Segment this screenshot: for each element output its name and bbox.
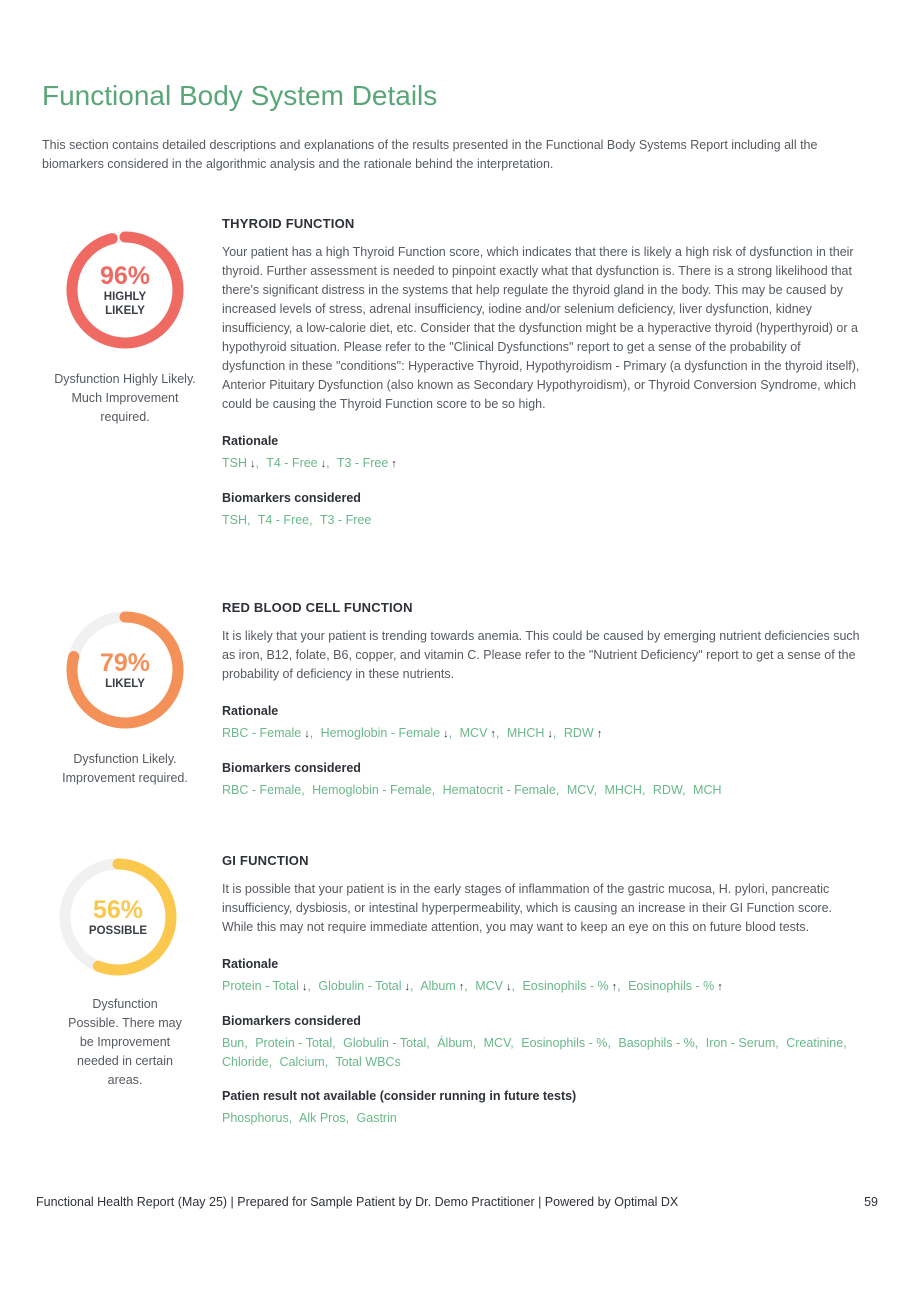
marker-name: Álbum	[437, 1036, 473, 1050]
unavailable-list	[222, 1109, 862, 1128]
arrow-down-icon: ↓	[301, 981, 308, 993]
score-gauge	[61, 226, 189, 354]
rationale-item	[222, 456, 256, 470]
biomarkers-list	[222, 511, 862, 530]
list-separator: ,	[326, 456, 330, 470]
marker-name: Eosinophils - %	[522, 979, 609, 993]
arrow-up-icon: ↑	[717, 981, 723, 993]
section-description: It is possible that your patient is in the early stages of inflammation of the gastric mucosa, H. pylori, pancreatic insufficiency, dysbiosis, or intestinal hyperpermeability, which is causing an increase in their GI Function score. While this may not require immediate attention, you may want to keep an eye on this on future blood tests.	[222, 882, 833, 934]
list-separator: ,	[472, 1036, 477, 1050]
section-title: RED BLOOD CELL FUNCTION	[222, 600, 413, 615]
rationale-item	[222, 979, 307, 993]
marker-name: MHCH	[604, 783, 642, 797]
rationale-item	[318, 979, 410, 993]
biomarker-item	[335, 1055, 400, 1069]
marker-name: Calcium	[279, 1055, 325, 1069]
list-separator: ,	[552, 726, 557, 740]
biomarkers-heading: Biomarkers considered	[222, 1014, 361, 1028]
list-separator: ,	[268, 1055, 273, 1069]
rationale-item	[460, 726, 496, 740]
biomarkers-list	[222, 1034, 862, 1072]
arrow-up-icon: ↑	[391, 458, 397, 470]
biomarker-item	[258, 513, 309, 527]
list-separator: ,	[345, 1111, 350, 1125]
biomarker-item	[280, 1055, 325, 1069]
arrow-down-icon: ↓	[304, 728, 310, 740]
section-description: It is likely that your patient is trending towards anemia. This could be caused by emerging nutrient deficiencies such as iron, B12, folate, B6, copper, and vitamin C. Please refer to the "Nutrient Deficiency" report to get a sense of the probability of deficiency in these nutrients.	[222, 629, 860, 681]
marker-name: RDW	[563, 726, 594, 740]
marker-name: Album	[420, 979, 456, 993]
marker-name: RBC - Female	[222, 726, 302, 740]
arrow-up-icon: ↑	[611, 981, 618, 993]
marker-name: Bun	[222, 1036, 245, 1050]
biomarker-item	[693, 783, 721, 797]
section-title: GI FUNCTION	[222, 853, 309, 868]
marker-name: MCV	[475, 979, 503, 993]
section-title: THYROID FUNCTION	[222, 216, 355, 231]
rationale-item	[420, 979, 464, 993]
rationale-item	[321, 726, 449, 740]
list-separator: ,	[244, 1036, 248, 1050]
rationale-heading: Rationale	[222, 434, 279, 448]
marker-name: T3 - Free	[319, 513, 372, 527]
marker-name: Basophils - %	[618, 1036, 695, 1050]
list-separator: ,	[247, 513, 251, 527]
list-separator: ,	[431, 783, 436, 797]
biomarker-item	[320, 513, 371, 527]
marker-name: TSH	[222, 513, 247, 527]
gauge-caption: Dysfunction Likely. Improvement required.	[62, 752, 188, 785]
gauge-caption: Dysfunction Highly Likely. Much Improvement required.	[54, 372, 196, 424]
arrow-down-icon: ↓	[443, 728, 449, 740]
rationale-item	[222, 726, 310, 740]
rationale-list	[222, 977, 862, 997]
unavailable-heading: Patien result not available (consider running in future tests)	[222, 1089, 577, 1103]
rationale-item	[337, 456, 397, 470]
biomarker-item	[222, 783, 301, 797]
arrow-down-icon: ↓	[404, 981, 411, 993]
biomarker-item	[222, 1111, 289, 1125]
score-level: LIKELY	[105, 677, 145, 690]
score-percent: 96%	[99, 261, 151, 290]
marker-name: Eosinophils - %	[628, 979, 715, 993]
marker-name: T3 - Free	[336, 456, 389, 470]
list-separator: ,	[307, 979, 311, 993]
arrow-down-icon: ↓	[250, 458, 256, 470]
rationale-item	[564, 726, 602, 740]
marker-name: Creatinine	[786, 1036, 844, 1050]
biomarker-item	[653, 783, 682, 797]
marker-name: TSH	[222, 456, 247, 470]
page-title: Functional Body System Details	[42, 80, 438, 111]
section-description: Your patient has a high Thyroid Function score, which indicates that there is likely a high risk of dysfunction in their thyroid. Further assessment is needed to pinpoint exactly what that dysfunction is. There is a strong likelihood that there's significant distress in the systems that help regulate the thyroid gland in the body. This may be caused by increased levels of stress, adrenal insufficiency, iodine and/or selenium deficiency, liver dysfunction, kidney insufficiency, a low-calorie diet, etc. Consider that the dysfunction might be a hyperactive thyroid (hyperthyroid) or a hypothyroid situation. Please refer to the "Clinical Dysfunctions" report to get a sense of the probability of dysfunction in these "conditions": Hyperactive Thyroid, Hypothyroidism - Primary (a dysfunction in the thyroid itself), Anterior Pituitary Dysfunction (also known as Secondary Hypothyroidism), or Thyroid Conversion Syndrome, which could be causing the Thyroid Function score to be so high.	[222, 245, 860, 411]
rationale-heading: Rationale	[222, 704, 279, 718]
marker-name: T4 - Free	[266, 456, 318, 470]
score-gauge	[61, 606, 189, 734]
biomarker-item	[706, 1036, 775, 1050]
marker-name: Phosphorus	[222, 1111, 289, 1125]
marker-name: Protein - Total	[222, 979, 299, 993]
page-number: 59	[864, 1195, 878, 1209]
biomarker-item	[299, 1111, 346, 1125]
arrow-down-icon: ↓	[320, 458, 327, 470]
marker-name: Globulin - Total	[318, 979, 402, 993]
list-separator: ,	[555, 783, 560, 797]
score-percent: 79%	[99, 648, 151, 677]
biomarker-item	[222, 1055, 269, 1069]
marker-name: T4 - Free	[257, 513, 310, 527]
rationale-item	[628, 979, 723, 993]
list-separator: ,	[495, 726, 500, 740]
list-separator: ,	[694, 1036, 699, 1050]
list-separator: ,	[511, 979, 515, 993]
marker-name: RBC - Female	[222, 783, 302, 797]
list-separator: ,	[593, 783, 597, 797]
list-separator: ,	[426, 1036, 430, 1050]
biomarker-item	[483, 1036, 514, 1050]
score-gauge	[54, 853, 182, 981]
arrow-up-icon: ↑	[458, 981, 465, 993]
biomarker-item	[437, 1036, 472, 1050]
rationale-heading: Rationale	[222, 957, 279, 971]
marker-name: MCH	[693, 783, 722, 797]
marker-name: Hematocrit - Female	[442, 783, 556, 797]
biomarker-item	[604, 783, 642, 797]
list-separator: ,	[448, 726, 453, 740]
intro-text: This section contains detailed descriptions and explanations of the results presented in the Functional Body Systems Report including all the biomarkers considered in the algorithmic analysis and the rationale behind the interpretation.	[42, 138, 818, 171]
marker-name: Hemoglobin - Female	[320, 726, 441, 740]
arrow-down-icon: ↓	[547, 728, 553, 740]
arrow-up-icon: ↑	[490, 728, 496, 740]
arrow-up-icon: ↑	[596, 728, 603, 740]
biomarker-item	[521, 1036, 607, 1050]
marker-name: MCV	[483, 1036, 511, 1050]
biomarker-item	[357, 1111, 397, 1125]
marker-name: Chloride	[222, 1055, 269, 1069]
biomarker-item	[343, 1036, 426, 1050]
list-separator: ,	[464, 979, 468, 993]
marker-name: Hemoglobin - Female	[312, 783, 432, 797]
biomarkers-list	[222, 781, 862, 800]
rationale-item	[475, 979, 511, 993]
rationale-item	[507, 726, 553, 740]
biomarker-item	[222, 1036, 244, 1050]
biomarker-item	[443, 783, 556, 797]
score-level: HIGHLY LIKELY	[103, 290, 147, 317]
list-separator: ,	[410, 979, 414, 993]
marker-name: RDW	[652, 783, 683, 797]
list-separator: ,	[309, 726, 314, 740]
marker-name: MCV	[566, 783, 594, 797]
list-separator: ,	[843, 1036, 847, 1050]
list-separator: ,	[775, 1036, 779, 1050]
biomarker-item	[618, 1036, 694, 1050]
list-separator: ,	[301, 783, 305, 797]
marker-name: Gastrin	[356, 1111, 397, 1125]
rationale-item	[266, 456, 326, 470]
rationale-list	[222, 454, 862, 474]
list-separator: ,	[617, 979, 621, 993]
list-separator: ,	[332, 1036, 336, 1050]
list-separator: ,	[324, 1055, 329, 1069]
rationale-item	[522, 979, 617, 993]
marker-name: MHCH	[506, 726, 545, 740]
marker-name: Iron - Serum	[705, 1036, 776, 1050]
marker-name: Total WBCs	[335, 1055, 401, 1069]
marker-name: Alk Pros	[299, 1111, 346, 1125]
biomarker-item	[786, 1036, 843, 1050]
list-separator: ,	[641, 783, 646, 797]
biomarker-item	[222, 513, 247, 527]
gauge-caption: Dysfunction Possible. There may be Improvement needed in certain areas.	[68, 997, 182, 1087]
biomarker-item	[312, 783, 432, 797]
list-separator: ,	[255, 456, 259, 470]
marker-name: Globulin - Total	[343, 1036, 427, 1050]
biomarker-item	[255, 1036, 332, 1050]
score-percent: 56%	[92, 895, 144, 924]
marker-name: MCV	[459, 726, 488, 740]
biomarker-item	[566, 783, 597, 797]
list-separator: ,	[510, 1036, 514, 1050]
list-separator: ,	[607, 1036, 611, 1050]
list-separator: ,	[288, 1111, 293, 1125]
list-separator: ,	[682, 783, 686, 797]
score-level: POSSIBLE	[88, 924, 148, 937]
list-separator: ,	[309, 513, 313, 527]
rationale-list	[222, 724, 862, 744]
marker-name: Protein - Total	[255, 1036, 333, 1050]
marker-name: Eosinophils - %	[521, 1036, 608, 1050]
biomarkers-heading: Biomarkers considered	[222, 491, 361, 505]
footer-text: Functional Health Report (May 25) | Prepared for Sample Patient by Dr. Demo Practitioner | Powered by Optimal DX	[36, 1195, 679, 1209]
biomarkers-heading: Biomarkers considered	[222, 761, 361, 775]
arrow-down-icon: ↓	[506, 981, 512, 993]
